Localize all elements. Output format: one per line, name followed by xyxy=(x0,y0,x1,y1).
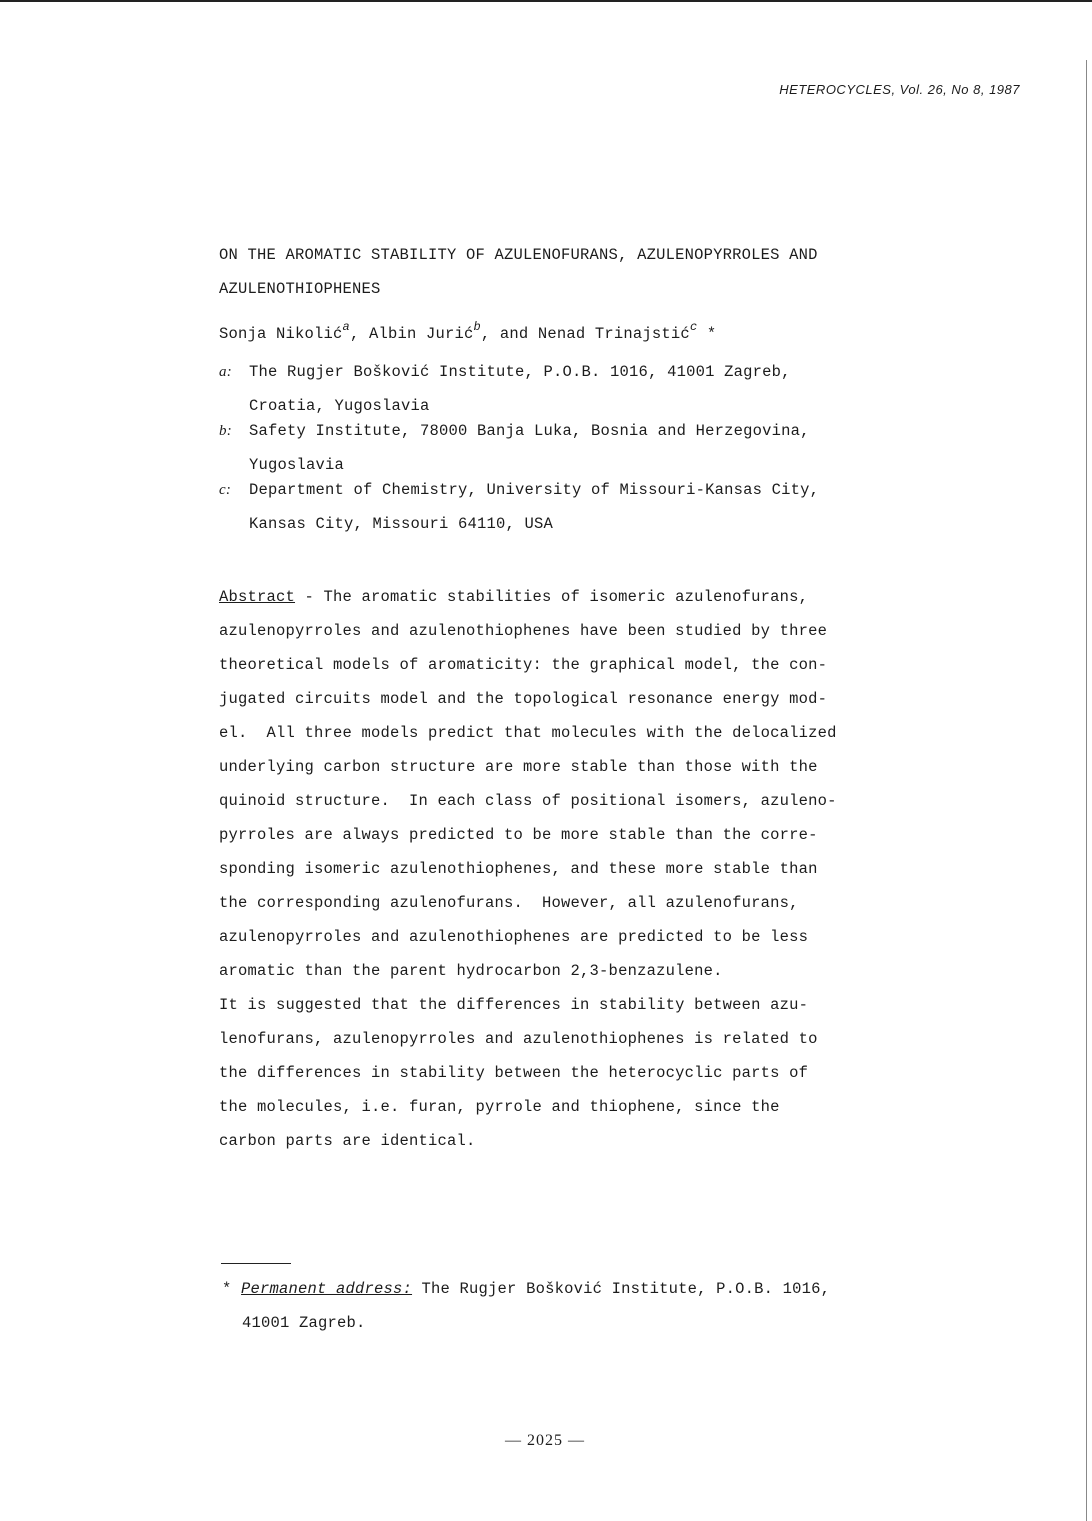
abstract-line: sponding isomeric azulenothiophenes, and these more stable than xyxy=(219,860,818,878)
author-separator: , xyxy=(349,325,369,344)
affiliation-mark: c: xyxy=(219,482,232,498)
title-line: ON THE AROMATIC STABILITY OF AZULENOFURANS, AZULENOPYRROLES AND xyxy=(219,246,818,264)
affiliation-line: Kansas City, Missouri 64110, USA xyxy=(249,515,554,533)
paper-title xyxy=(219,238,919,306)
abstract-line: aromatic than the parent hydrocarbon 2,3-benzazulene. xyxy=(219,962,723,980)
abstract-line: azulenopyrroles and azulenothiophenes have been studied by three xyxy=(219,622,828,640)
footnote xyxy=(222,1272,922,1340)
footnote-line xyxy=(222,1272,922,1306)
footnote-rule xyxy=(221,1263,291,1264)
abstract-line: the corresponding azulenofurans. However, all azulenofurans, xyxy=(219,894,799,912)
abstract-line: carbon parts are identical. xyxy=(219,1132,476,1150)
affiliation-line: Department of Chemistry, University of Missouri-Kansas City, xyxy=(249,481,820,499)
abstract-line: jugated circuits model and the topological resonance energy mod- xyxy=(219,690,828,708)
affiliation-mark: a: xyxy=(219,364,232,380)
abstract-first-line: - The aromatic stabilities of isomeric azulenofurans, xyxy=(295,588,809,606)
abstract-line: el. All three models predict that molecules with the delocalized xyxy=(219,724,837,742)
footnote-text: The Rugjer Bošković Institute, P.O.B. 1016, xyxy=(412,1280,831,1298)
affiliation-text xyxy=(249,473,819,541)
abstract-line: azulenopyrroles and azulenothiophenes are predicted to be less xyxy=(219,928,809,946)
abstract-label: Abstract xyxy=(219,588,296,606)
abstract-line: the differences in stability between the heterocyclic parts of xyxy=(219,1064,809,1082)
author-affil-mark: a xyxy=(342,320,350,334)
abstract-line: It is suggested that the differences in stability between azu- xyxy=(219,996,809,1014)
abstract-line xyxy=(219,580,909,614)
affiliation-item xyxy=(219,482,919,541)
author-name: Albin Jurić xyxy=(368,325,474,344)
page-number: — 2025 — xyxy=(505,1432,585,1449)
footnote-label: Permanent address: xyxy=(241,1280,413,1298)
author-affil-mark: c xyxy=(689,320,698,334)
journal-reference: HETEROCYCLES, Vol. 26, No 8, 1987 xyxy=(779,82,1020,97)
author-separator: * xyxy=(697,325,717,344)
abstract-line: theoretical models of aromaticity: the graphical model, the con- xyxy=(219,656,828,674)
affiliation-line: Safety Institute, 78000 Banja Luka, Bosnia and Herzegovina, xyxy=(249,422,810,440)
abstract-line: pyrroles are always predicted to be more stable than the corre- xyxy=(219,826,818,844)
affiliation-text xyxy=(249,414,810,482)
abstract-line: underlying carbon structure are more stable than those with the xyxy=(219,758,818,776)
author-separator: , and xyxy=(480,325,538,344)
affiliation-mark: b: xyxy=(219,423,232,439)
footnote-star: * xyxy=(222,1280,242,1298)
abstract-line: quinoid structure. In each class of positional isomers, azuleno- xyxy=(219,792,837,810)
top-border-line xyxy=(0,0,1092,2)
title-line: AZULENOTHIOPHENES xyxy=(219,280,381,298)
abstract xyxy=(219,580,909,1158)
affiliation-line: The Rugjer Bošković Institute, P.O.B. 1016, 41001 Zagreb, xyxy=(249,363,791,381)
abstract-line: lenofurans, azulenopyrroles and azulenothiophenes is related to xyxy=(219,1030,818,1048)
author-name: Sonja Nikolić xyxy=(219,325,343,344)
author-list xyxy=(219,322,716,343)
footnote-line: 41001 Zagreb. xyxy=(242,1314,366,1332)
affiliation-text xyxy=(249,355,791,423)
affiliation-line: Croatia, Yugoslavia xyxy=(249,397,430,415)
author-name: Nenad Trinajstić xyxy=(537,325,690,344)
right-border-line xyxy=(1086,60,1087,1521)
abstract-line: the molecules, i.e. furan, pyrrole and thiophene, since the xyxy=(219,1098,780,1116)
affiliations xyxy=(219,364,919,541)
affiliation-line: Yugoslavia xyxy=(249,456,345,474)
author-affil-mark: b xyxy=(473,320,481,334)
